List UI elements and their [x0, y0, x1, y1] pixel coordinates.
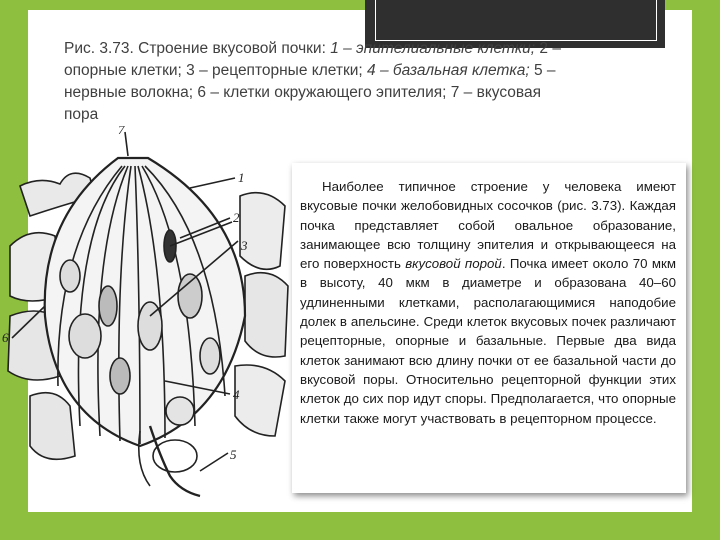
- caption-item-3: 3 – рецепторные клетки;: [186, 62, 368, 79]
- caption-item-1: 1 – эпителиальные клетки;: [330, 40, 540, 57]
- caption-item-4: 4 – базальная клетка;: [367, 62, 534, 79]
- caption-item-6: 6 – клетки окружающего эпителия;: [197, 84, 451, 101]
- figure-label-1: 1: [238, 170, 245, 185]
- taste-bud-illustration: [0, 126, 300, 516]
- figure-label-2: 2: [233, 210, 240, 225]
- figure-label-7: 7: [118, 126, 125, 137]
- figure-label-6: 6: [2, 330, 9, 345]
- caption-item-5: 5 – нервные волокна;: [64, 62, 556, 101]
- figure-caption: [64, 38, 564, 126]
- figure-label-3: 3: [241, 238, 248, 253]
- frame-bottom: [0, 512, 720, 540]
- caption-item-7: 7 – вкусовая пора: [64, 84, 541, 123]
- figure-label-4: 4: [233, 387, 240, 402]
- caption-title: Рис. 3.73. Строение вкусовой почки:: [64, 40, 331, 57]
- text-italic-term: вкусовой порой: [405, 256, 502, 272]
- frame-right: [692, 0, 720, 540]
- description-textbox: [292, 163, 686, 493]
- title-tab-border: [375, 0, 657, 41]
- text-part-2: . Почка имеет около 70 мкм в высоту, 40 мкм в диаметре и образована 40–60 удлиненными клетками, располагающимися наподобие долек в апельсине. Среди клеток вкусовых почек различают рецепторные, опорные и базальные. Первые два вида клеток занимают всю длину почки от ее базальной части до вкусовой поры. Относительно рецепторной функции этих клеток до сих пор идут споры. Предполагается, что опорные клетки также могут участвовать в рецепторном процессе.: [300, 256, 676, 426]
- text-part-1: Наиболее типичное строение у человека имеют вкусовые почки желобовидных сосочков (рис. 3.73). Каждая почка представляет собой овальное образование, занимающее всю толщину эпителия и открывающееся на его поверхность: [300, 179, 676, 272]
- figure-label-5: 5: [230, 447, 237, 462]
- caption-item-2: 2 – опорные клетки;: [64, 40, 561, 79]
